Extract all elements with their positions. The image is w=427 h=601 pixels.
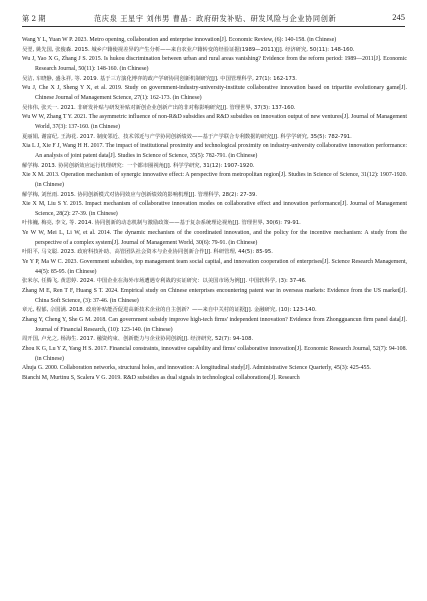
running-header	[22, 10, 405, 27]
reference-entry: Xie X M, Liu S Y. 2015. Impact mechanism of collaborative innovation modes on collaborative effect and innovation performance[J]. Journal of Management Science, 28(2): 27-39. (in Chinese)	[22, 201, 407, 217]
reference-entry: Wu J, Yao X G, Zhang J S. 2015. Is hukou discrimination between urban and rural areas vanishing? Evidence from the reform period: 1989—2011[J]. Economic Research Journal, 50(11): 148-160. (in Chinese)	[22, 56, 407, 72]
reference-entry: Xia L J, Xie F J, Wang H H. 2017. The impact of institutional proximity and technological proximity on industry-university collaborative innovation performance: An analysis of joint patent data[J]. Studies in Science of Science, 35(5): 782-791. (in Chinese)	[22, 143, 407, 159]
reference-list	[22, 36, 407, 384]
reference-entry: 章元, 程郁, 佘国满. 2018. 政府补贴能否促进高新技术企业的自主创新？——来自中关村的证据[J]. 金融研究, (10): 123-140.	[22, 307, 317, 314]
reference-entry: 叶伟巍, 梅亮, 李文, 等. 2014. 协同创新的动态机制与激励政策——基于复杂系统理论视角[J]. 管理世界, 30(6): 79-91.	[22, 220, 301, 227]
reference-entry: Zhang Y, Cheng Y, She G M. 2018. Can government subsidy improve high-tech firms' independent innovation? Evidence from Zhongguancun firm panel data[J]. Journal of Financial Research, (10): 123-140. (in Chinese)	[22, 317, 407, 333]
reference-entry: 叶阳平, 马文聪. 2023. 政府科技补助、高管团队社会资本与企业协同创新合作[J]. 科研管理, 44(5): 85-95.	[22, 249, 273, 256]
reference-entry: Ye W W, Mei L, Li W, et al. 2014. The dynamic mechanism of the coordinated innovation, and the policy for the incentive mechanism: A study from the perspective of a complex system[J]. Journal of Management World, 30(6): 79-91. (in Chinese)	[22, 230, 407, 246]
running-title: 范庆泉 王星宇 刘伟男 曹晶：政府研发补贴、研发风险与企业协同创新	[94, 14, 337, 23]
reference-entry: Xie X M. 2013. Operation mechanism of synergic innovative effect: A perspective from metropolitan region[J]. Studies in Science of Science, 31(12): 1907-1920. (in Chinese)	[22, 172, 407, 188]
reference-entry: Wu J, Che X J, Sheng Y X, et al. 2019. Study on government-industry-university-institute collaborative innovation based on tripartite evolutionary game[J]. Chinese Journal of Management Science, 27(1): 162-173. (in Chinese)	[22, 85, 407, 101]
reference-entry: Wu W W, Zhang T Y. 2021. The asymmetric influence of non-R&D subsidies and R&D subsidies on innovation output of new ventures[J]. Journal of Management World, 37(3): 137-160. (in Chinese)	[22, 114, 407, 130]
reference-entry: 吴翌, 姚先国, 张俊森. 2015. 城乡户籍使视差异的产生分析——来自农业户籍转变的经验证据(1989—2011)[J]. 经济研究, 50(11): 148-160.	[22, 46, 355, 53]
reference-entry: Ye Y P, Ma W C. 2023. Government subsidies, top management team social capital, and innovation cooperation of enterprises[J]. Science Research Management, 44(5): 85-95. (in Chinese)	[22, 259, 407, 275]
reference-entry: 吴洁, 车晓静, 盛永祥, 等. 2019. 基于三方演化博弈的政产学研协同创新机制研究[J]. 中国管理科学, 27(1): 162-173.	[22, 75, 297, 82]
reference-entry: 吴伟伟, 张天一. 2021. 非研发补贴与研发补贴对新创企业创新产出的非对称影响研究[J]. 管理世界, 37(3): 137-160.	[22, 104, 296, 111]
reference-entry: Zhang M E, Ren T F, Huang S T. 2024. Empirical study on Chinese enterprises encountering patent war in overseas markets: Evidence from the US market[J]. China Soft Science, (3): 37-46. (in Chinese)	[22, 288, 407, 304]
reference-entry: 周开国, 卢允之, 杨海生. 2017. 融资约束、创新能力与企业协同创新[J]. 经济研究, 52(7): 94-108.	[22, 336, 254, 343]
page-number: 245	[392, 12, 405, 22]
reference-entry: 解学梅. 2013. 协同创新效应运行机理研究：一个都市圈视角[J]. 科学学研究, 31(12): 1907-1920.	[22, 162, 255, 169]
reference-entry: Wang Y L, Yuan W P. 2023. Metro opening, collaboration and enterprise innovation[J]. Economic Review, (6): 140-158. (in Chinese)	[22, 37, 337, 43]
reference-entry: Ahuja G. 2000. Collaboration networks, structural holes, and innovation: A longitudinal study[J]. Administrative Science Quarterly, 45(3): 425-455.	[22, 365, 371, 372]
reference-entry: 夏丽娟, 谢富纪, 王海花. 2017. 制度邻近、技术邻近与产学协同创新绩效——基于产学联合专利数据的研究[J]. 科学学研究, 35(5): 782-791.	[22, 133, 352, 140]
reference-entry: Bianchi M, Murtinu S, Scalera V G. 2019. R&D subsidies as dual signals in technological collaborations[J]. Research	[22, 374, 300, 381]
reference-entry: 解学梅, 刘丝雨. 2015. 协同创新模式对协同效应与创新绩效的影响机理[J]. 管理科学, 28(2): 27-39.	[22, 191, 258, 198]
reference-entry: 张米尔, 任腾飞, 黄思婷. 2024. 中国企业在海外市场遭遇专利战的实证研究：以美国市场为例[J]. 中国软科学, (3): 37-46.	[22, 278, 307, 285]
issue-label: 第 2 期	[22, 14, 46, 23]
reference-entry: Zhou K G, Lu Y Z, Yang H S. 2017. Financial constraints, innovative capability and firms' collaborative innovation[J]. Economic Research Journal, 52(7): 94-108. (in Chinese)	[22, 346, 407, 362]
